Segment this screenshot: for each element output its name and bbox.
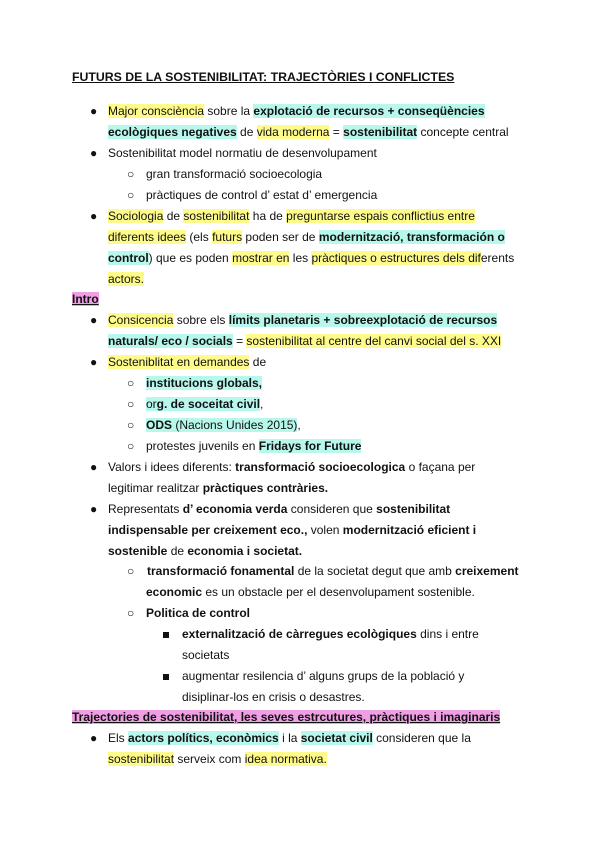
paragraph-line: sostenibilitat serveix com idea normativa. (108, 752, 327, 766)
subsubitem-line: externalització de càrregues ecològiques dins i entre (182, 627, 479, 641)
paragraph-line: actors. (108, 272, 145, 286)
bullet-dot: ● (90, 460, 98, 474)
paragraph-line: Sostenibilitat model normatiu de desenvolupament (108, 146, 377, 160)
bullet-circle: ○ (127, 439, 135, 453)
paragraph-line: diferents idees (els futurs poden ser de modernització, transformación o (108, 230, 505, 244)
paragraph-line: Sociologia de sostenibilitat ha de preguntarse espais conflictius entre (108, 209, 475, 223)
bullet-dot: ● (90, 313, 98, 327)
paragraph-line: naturals/ eco / socials = sostenibilitat al centre del canvi social del s. XXI (108, 334, 502, 348)
bullet-circle: ○ (127, 376, 135, 390)
paragraph-line: legitimar realitzar pràctiques contràries. (108, 481, 329, 495)
bullet-dot: ● (90, 146, 98, 160)
section-heading: Trajectories de sostenibilitat, les seves estrcutures, pràctiques i imaginaris (72, 710, 501, 724)
subitem-line: protestes juvenils en Fridays for Future (146, 439, 362, 453)
bullet-square (163, 625, 169, 643)
subitem-line: gran transformació socioecologia (146, 167, 323, 181)
subitem-line: institucions globals, (146, 376, 263, 390)
bullet-circle: ○ (127, 167, 135, 181)
subitem-line: pràctiques de control d’ estat d’ emergencia (146, 188, 378, 202)
subsubitem-line: societats (182, 648, 230, 662)
paragraph-line: sostenible de economia i societat. (108, 544, 303, 558)
paragraph-line: control) que es poden mostrar en les pràctiques o estructures dels diferents (108, 251, 515, 265)
bullet-circle: ○ (127, 418, 135, 432)
intro-heading: Intro (72, 292, 99, 306)
document-title: FUTURS DE LA SOSTENIBILITAT: TRAJECTÒRIES I CONFLICTES (72, 70, 455, 84)
bullet-dot: ● (90, 104, 98, 118)
subitem-line: economic es un obstacle per el desenvolupament sostenible. (146, 585, 475, 599)
bullet-dot: ● (90, 502, 98, 516)
bullet-circle: ○ (127, 564, 135, 578)
paragraph-line: Els actors polítics, econòmics i la societat civil consideren que la (108, 731, 471, 745)
paragraph-line: Representats d’ economia verda consideren que sostenibilitat (108, 502, 451, 516)
paragraph-line: ecològiques negatives de vida moderna = sostenibilitat concepte central (108, 125, 509, 139)
bullet-circle: ○ (127, 606, 135, 620)
subsubitem-line: disiplinar-los en crisis o desastres. (182, 690, 365, 704)
bullet-circle: ○ (127, 397, 135, 411)
bullet-dot: ● (90, 209, 98, 223)
bullet-square (163, 667, 169, 685)
subitem-line: org. de soceitat civil, (146, 397, 264, 411)
paragraph-line: indispensable per creixement eco., volen modernització eficient i (108, 523, 477, 537)
bullet-dot: ● (90, 731, 98, 745)
paragraph-line: Consicencia sobre els límits planetaris + sobreexplotació de recursos (108, 313, 498, 327)
subitem-line: transformació fonamental de la societat degut que amb creixement (147, 564, 519, 578)
subitem-line: Politica de control (146, 606, 251, 620)
subitem-line: ODS (Nacions Unides 2015), (146, 418, 301, 432)
subsubitem-line: augmentar resilencia d’ alguns grups de la població y (182, 669, 465, 683)
bullet-dot: ● (90, 355, 98, 369)
bullet-circle: ○ (127, 188, 135, 202)
paragraph-line: Valors i idees diferents: transformació socioecologica o façana per (108, 460, 476, 474)
paragraph-line: Major consciència sobre la explotació de recursos + conseqüències (108, 104, 485, 118)
paragraph-line: Sosteniblitat en demandes de (108, 355, 267, 369)
